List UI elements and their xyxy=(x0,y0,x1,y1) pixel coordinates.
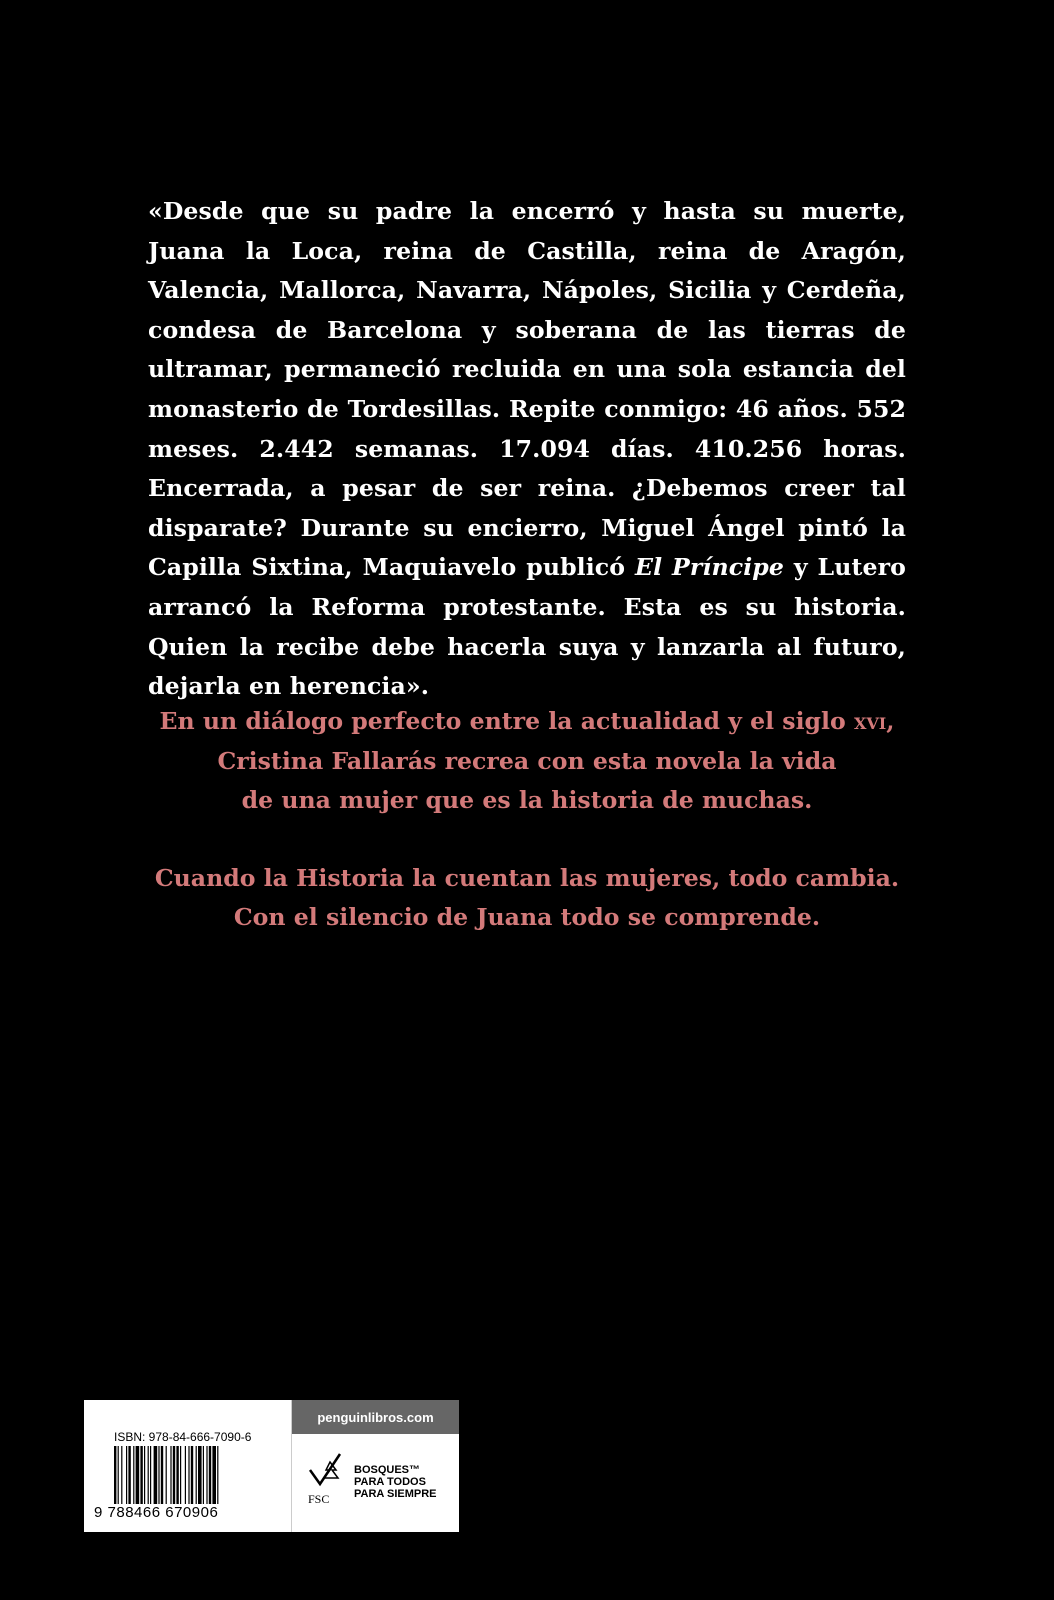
barcode-bar xyxy=(209,1446,211,1504)
fsc-line: BOSQUES™ xyxy=(354,1464,421,1476)
barcode-bar xyxy=(203,1446,204,1504)
barcode-bar xyxy=(191,1446,193,1504)
fsc-label: FSC xyxy=(308,1492,330,1506)
barcode-bar xyxy=(118,1446,119,1504)
barcode-bar xyxy=(154,1446,158,1504)
book-title-italic: El Príncipe xyxy=(635,553,784,582)
highlight-paragraph-1 xyxy=(100,702,954,820)
barcode-bar xyxy=(133,1446,134,1504)
barcode-bar xyxy=(128,1446,130,1504)
barcode-bar xyxy=(198,1446,202,1504)
highlight-text: En un diálogo perfecto entre la actualidad y el siglo xyxy=(159,707,846,735)
barcode-bars xyxy=(114,1446,264,1506)
publisher-area xyxy=(291,1400,459,1532)
barcode-bar xyxy=(121,1446,122,1504)
highlight-line: Con el silencio de Juana todo se comprende. xyxy=(233,903,821,931)
barcode-bar xyxy=(166,1446,167,1504)
barcode-bar xyxy=(217,1446,218,1504)
barcode-bar xyxy=(212,1446,216,1504)
synopsis-text-start: «Desde que su padre la encerró y hasta su muerte, Juana la Loca, reina de Castilla, reina de Aragón, Valencia, Mallorca, Navarra, Nápoles, Sicilia y Cerdeña, condesa de Barcelona y soberana de las tierras de ultramar, permaneció recluida en una sola estancia del monasterio de Tordesillas. Repite conmigo: 46 años. 552 meses. 2.442 semanas. 17.094 días. 410.256 horas. Encerrada, a pesar de ser reina. ¿Debemos creer tal disparate? Durante su encierro, Miguel Ángel pintó la Capilla Sixtina, Maquiavelo publicó xyxy=(148,197,906,582)
fsc-line: PARA TODOS xyxy=(354,1476,426,1488)
synopsis-paragraph xyxy=(148,192,906,707)
barcode-panel xyxy=(84,1400,459,1532)
publisher-website: penguinlibros.com xyxy=(292,1400,459,1434)
isbn-label: ISBN: 978-84-666-7090-6 xyxy=(114,1430,252,1444)
barcode-bar xyxy=(136,1446,140,1504)
barcode-digits: 9 788466 670906 xyxy=(94,1504,219,1521)
highlight-line: Cuando la Historia la cuentan las mujeres, todo cambia. xyxy=(154,864,900,892)
barcode-bar xyxy=(114,1446,116,1504)
barcode-bar xyxy=(188,1446,189,1504)
barcode-bar xyxy=(185,1446,186,1504)
barcode-bar xyxy=(170,1446,171,1504)
century-numeral: xvi xyxy=(853,709,887,735)
barcode-bar xyxy=(173,1446,175,1504)
barcode-bar xyxy=(148,1446,149,1504)
fsc-tree-icon xyxy=(306,1450,346,1490)
barcode-area xyxy=(84,1400,291,1532)
barcode-bar xyxy=(176,1446,178,1504)
highlight-line: Cristina Fallarás recrea con esta novela la vida xyxy=(217,747,837,775)
barcode-bar xyxy=(196,1446,197,1504)
barcode-bar xyxy=(206,1446,207,1504)
barcode-bar xyxy=(140,1446,142,1504)
highlight-line xyxy=(100,702,954,742)
synopsis-text-end: y Lutero arrancó la Reforma protestante. Esta es su historia. Quien la recibe debe hacerla suya y lanzarla al futuro, dejarla en herencia». xyxy=(148,553,906,701)
barcode-bar xyxy=(126,1446,127,1504)
comma: , xyxy=(886,707,895,735)
fsc-slogan xyxy=(354,1464,437,1500)
fsc-line: PARA SIEMPRE xyxy=(354,1488,437,1500)
barcode-bar xyxy=(161,1446,163,1504)
barcode-bar xyxy=(180,1446,181,1504)
barcode-bar xyxy=(150,1446,151,1504)
highlight-line: de una mujer que es la historia de muchas. xyxy=(241,786,813,814)
barcode-bar xyxy=(144,1446,145,1504)
highlight-paragraph-2 xyxy=(100,859,954,937)
barcode-bar xyxy=(158,1446,159,1504)
